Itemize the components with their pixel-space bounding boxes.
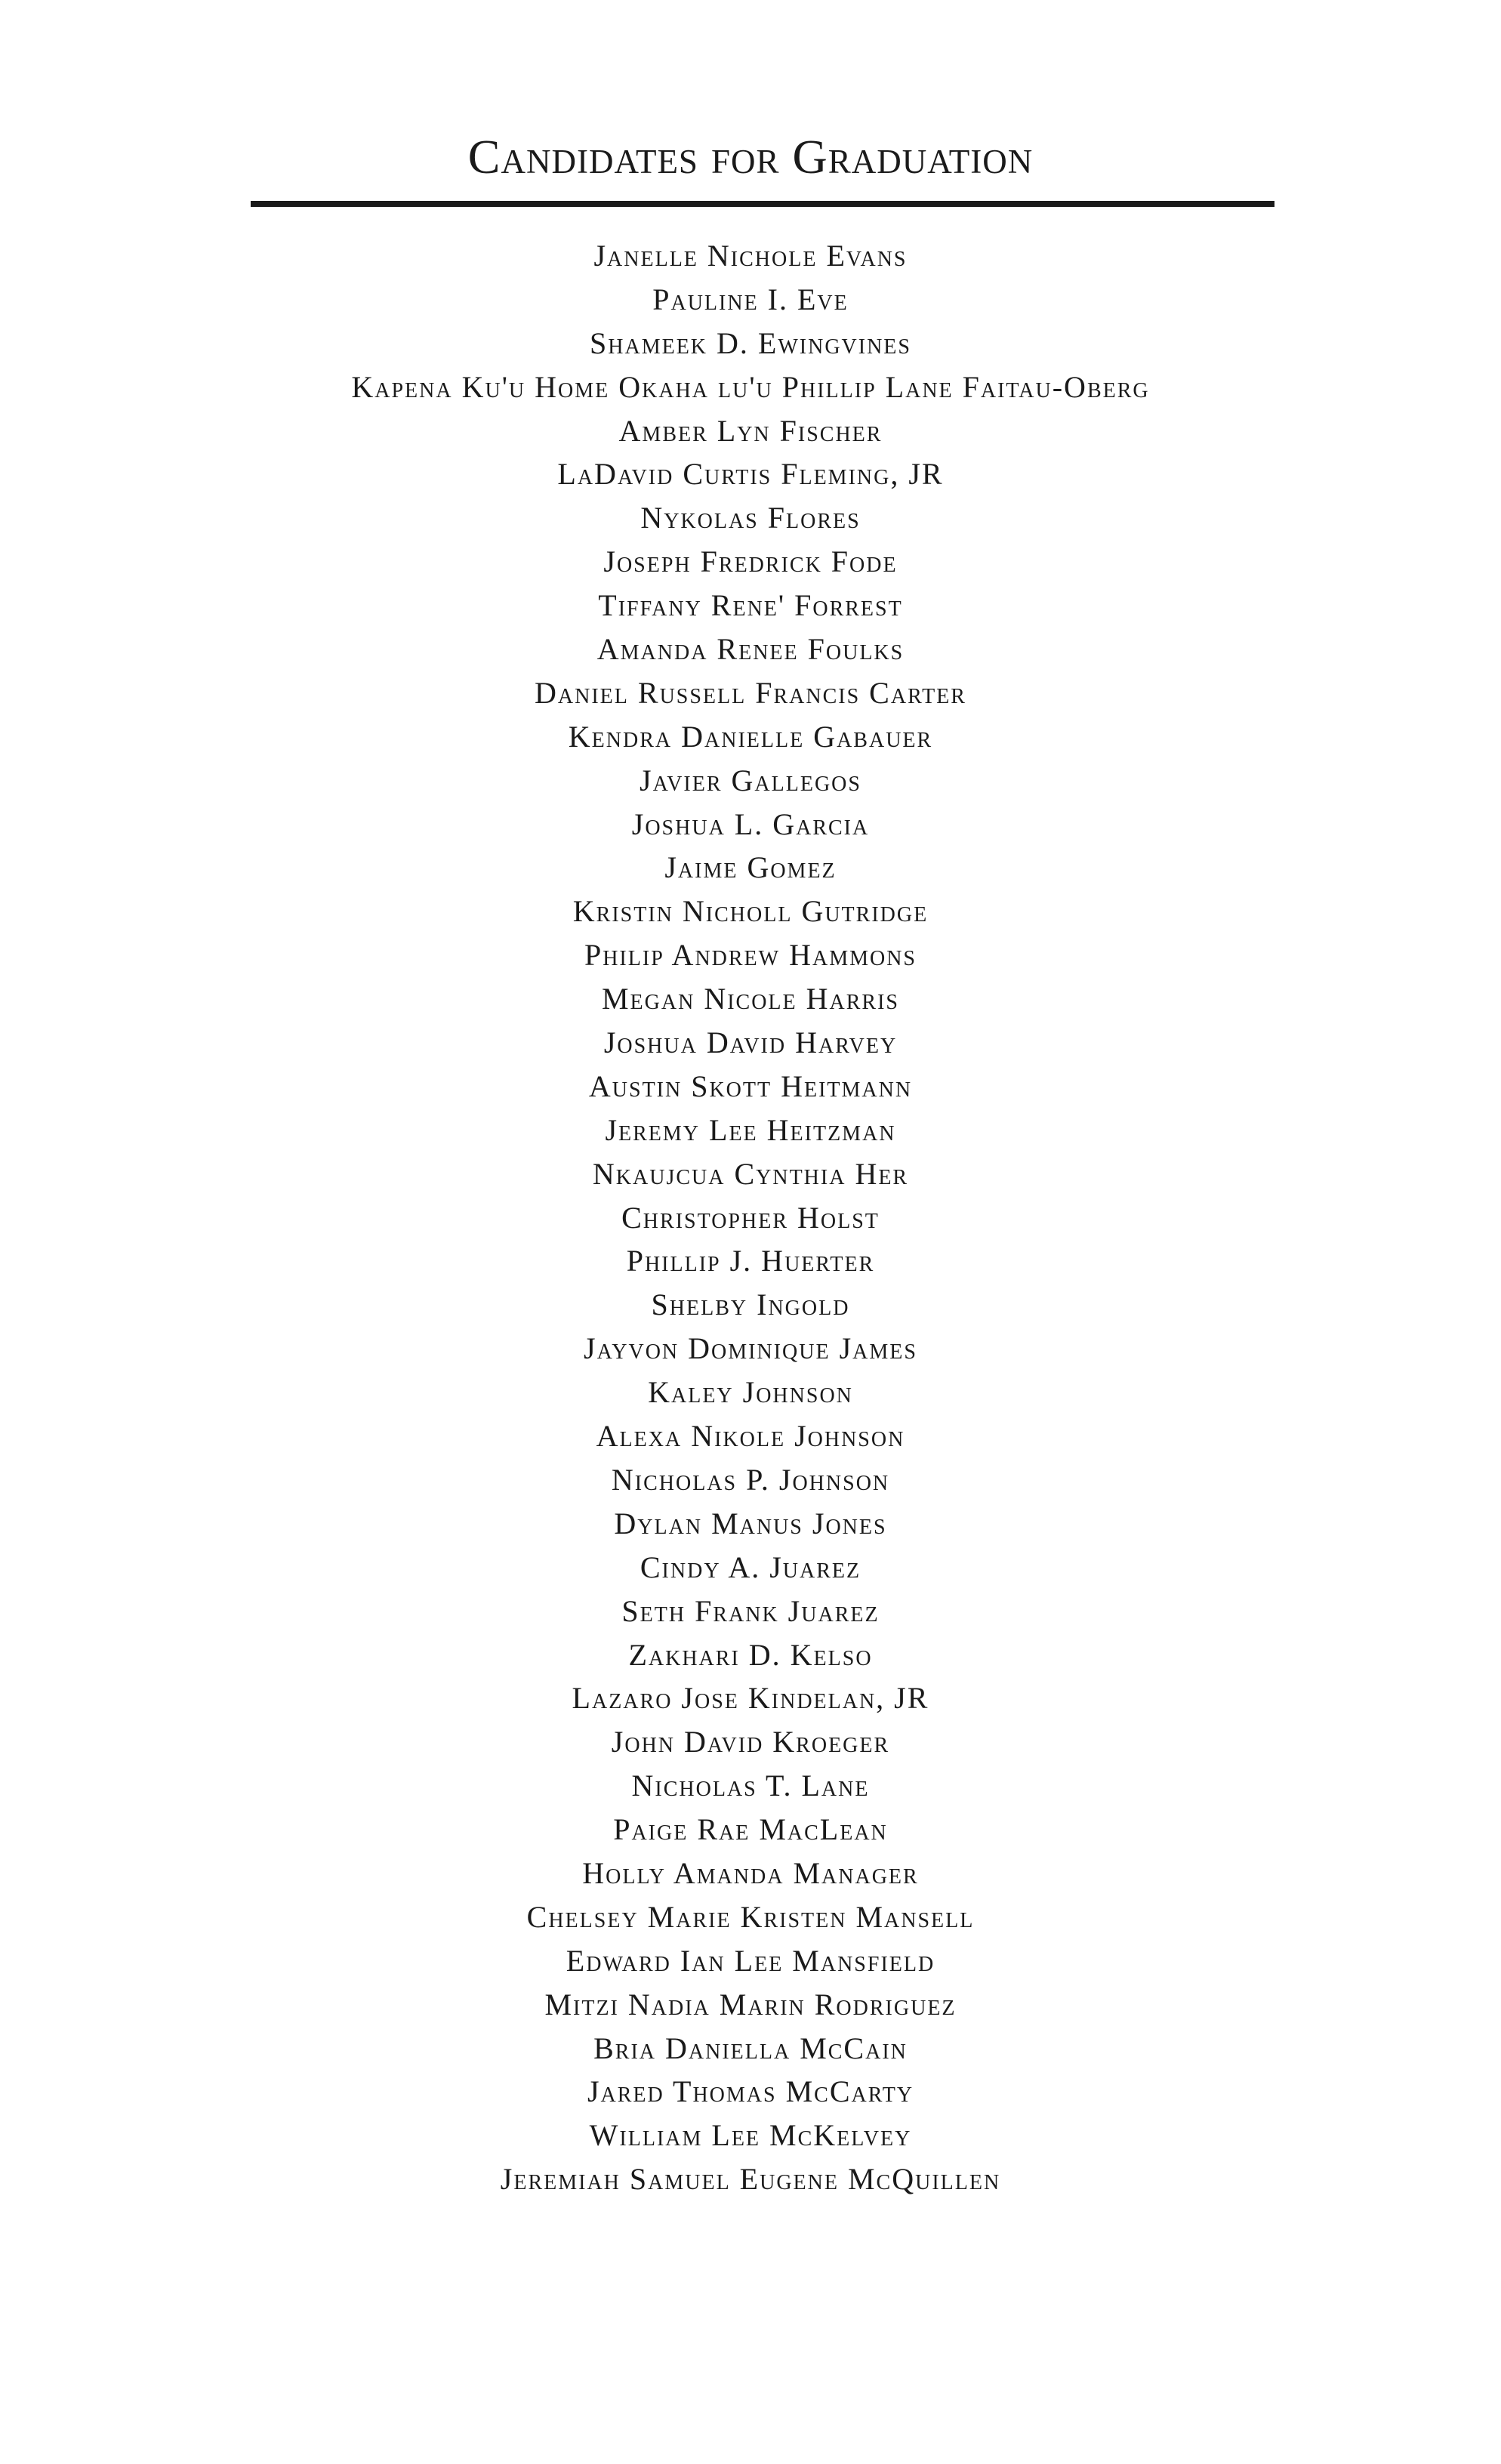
- candidate-name: Austin Skott Heitmann: [588, 1069, 913, 1103]
- candidate-name: Pauline I. Eve: [652, 282, 849, 316]
- candidate-name: Kendra Danielle Gabauer: [568, 719, 933, 754]
- candidate-name: Kaley Johnson: [648, 1375, 853, 1410]
- candidate-name: Kapena Ku'u Home Okaha lu'u Phillip Lane Faitau-Oberg: [351, 369, 1150, 404]
- candidate-name: Shelby Ingold: [651, 1288, 850, 1322]
- candidate-name: Mitzi Nadia Marin Rodriguez: [544, 1987, 957, 2021]
- candidate-name: Jaime Gomez: [664, 850, 837, 885]
- candidate-name: Holly Amanda Manager: [582, 1855, 919, 1890]
- candidate-name: Janelle Nichole Evans: [593, 239, 908, 273]
- candidate-name: Jeremy Lee Heitzman: [605, 1112, 896, 1147]
- candidate-name: Shameek D. Ewingvines: [590, 325, 911, 360]
- candidate-name: Tiffany Rene' Forrest: [598, 588, 903, 623]
- candidate-name: Kristin Nicholl Gutridge: [572, 894, 929, 929]
- candidate-name: LaDavid Curtis Fleming, JR: [557, 457, 944, 492]
- candidate-name: Cindy A. Juarez: [640, 1550, 861, 1584]
- candidate-name: Amber Lyn Fischer: [618, 413, 883, 448]
- candidate-name: Nykolas Flores: [640, 501, 861, 535]
- candidate-name: Jayvon Dominique James: [584, 1331, 917, 1366]
- candidate-name: Nkaujcua Cynthia Her: [592, 1156, 909, 1191]
- candidate-name: Jeremiah Samuel Eugene McQuillen: [500, 2162, 1001, 2197]
- candidate-name: Jared Thomas McCarty: [587, 2074, 914, 2109]
- candidate-name: Chelsey Marie Kristen Mansell: [526, 1899, 975, 1934]
- candidate-name: Daniel Russell Francis Carter: [535, 675, 966, 710]
- candidate-name: Alexa Nikole Johnson: [596, 1419, 905, 1454]
- candidate-name: Nicholas P. Johnson: [611, 1462, 890, 1497]
- candidate-name: Joseph Fredrick Fode: [603, 544, 898, 579]
- candidate-name: Edward Ian Lee Mansfield: [566, 1943, 935, 1978]
- candidate-name: Joshua David Harvey: [603, 1025, 898, 1060]
- candidate-name: Phillip J. Huerter: [626, 1244, 875, 1278]
- candidate-name: Javier Gallegos: [640, 763, 861, 797]
- candidate-name: Joshua L. Garcia: [631, 806, 870, 841]
- candidate-name: Amanda Renee Foulks: [596, 632, 905, 667]
- candidate-name: Lazaro Jose Kindelan, JR: [572, 1681, 929, 1716]
- candidate-name: Philip Andrew Hammons: [584, 938, 917, 973]
- candidate-name: Christopher Holst: [621, 1200, 880, 1235]
- candidate-name: John David Kroeger: [611, 1725, 890, 1759]
- candidate-name: Seth Frank Juarez: [621, 1593, 880, 1628]
- candidate-name: Zakhari D. Kelso: [628, 1637, 873, 1672]
- title-divider: [251, 201, 1274, 207]
- page-title: Candidates for Graduation: [467, 130, 1034, 183]
- candidate-name: Megan Nicole Harris: [601, 982, 899, 1016]
- candidate-name: William Lee McKelvey: [589, 2118, 912, 2153]
- candidate-list: [0, 234, 1501, 2201]
- candidate-name: Bria Daniella McCain: [593, 2031, 908, 2065]
- candidate-name: Nicholas T. Lane: [631, 1769, 870, 1803]
- candidate-name: Paige Rae MacLean: [613, 1812, 888, 1847]
- candidate-name: Dylan Manus Jones: [614, 1506, 887, 1540]
